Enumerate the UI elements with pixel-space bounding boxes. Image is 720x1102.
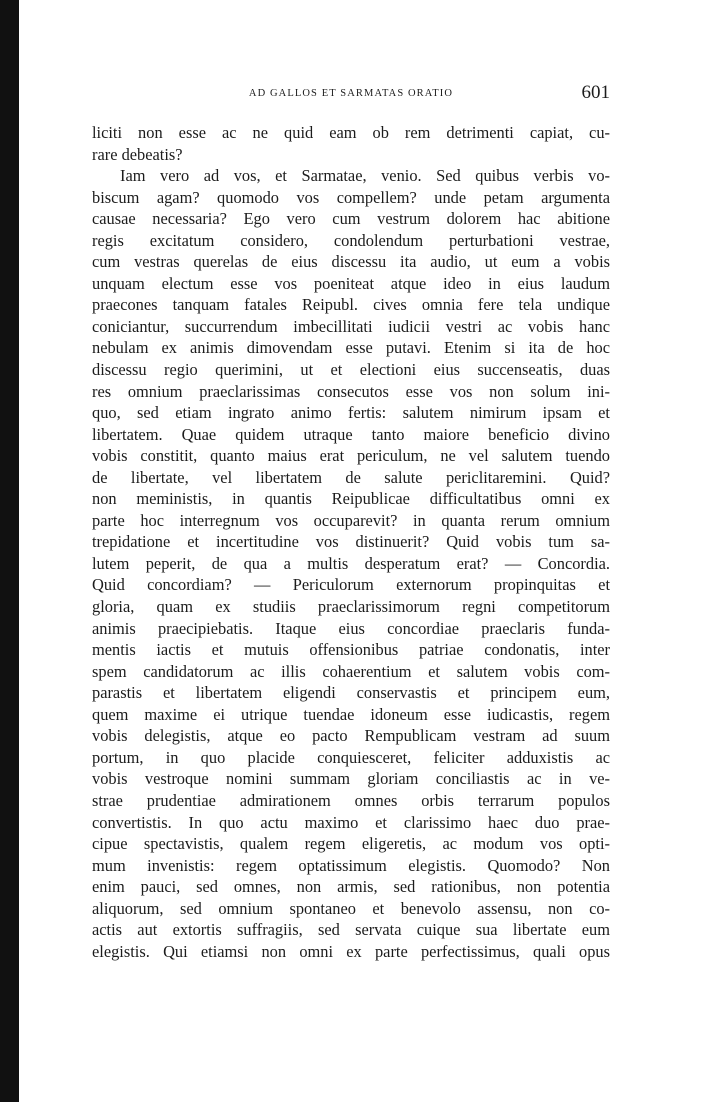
text-line: praecones tanquam fatales Reipubl. cives omnia fere tela undique <box>92 295 610 315</box>
body-text <box>92 122 610 962</box>
text-line: parte hoc interregnum vos occuparevit? in quanta rerum omnium <box>92 510 610 530</box>
text-line: spem candidatorum ac illis cohaerentium et salutem vobis com- <box>92 661 610 681</box>
text-line: mum invenistis: regem optatissimum elegistis. Quomodo? Non <box>92 855 610 875</box>
text-line: enim pauci, sed omnes, non armis, sed rationibus, non potentia <box>92 877 610 897</box>
text-line: quo, sed etiam ingrato animo fertis: salutem nimirum ipsam et <box>92 403 610 423</box>
text-line: animis praecipiebatis. Itaque eius concordiae praeclaris funda- <box>92 618 610 638</box>
text-line: parastis et libertatem eligendi conservastis et principem eum, <box>92 683 610 703</box>
text-line: coniciantur, succurrendum imbecillitati iudicii vestri ac vobis hanc <box>92 316 610 336</box>
text-line: de libertate, vel libertatem de salute periclitaremini. Quid? <box>92 467 610 487</box>
running-title: AD GALLOS ET SARMATAS ORATIO <box>248 88 454 99</box>
text-line: cum vestras querelas de eius discessu ita audio, ut eum a vobis <box>92 252 610 272</box>
text-line: non meministis, in quantis Reipublicae difficultatibus omni ex <box>92 489 610 509</box>
text-line: quem maxime ei utrique tuendae idoneum esse iudicastis, regem <box>92 704 610 724</box>
scan-left-edge <box>0 0 19 1102</box>
text-line: libertatem. Quae quidem utraque tanto maiore beneficio divino <box>92 424 610 444</box>
text-line: rare debeatis? <box>92 144 183 164</box>
text-line: liciti non esse ac ne quid eam ob rem detrimenti capiat, cu- <box>92 123 610 142</box>
text-line: res omnium praeclarissimas consecutos esse vos non solum ini- <box>92 381 610 401</box>
text-line: vobis delegistis, atque eo pacto Rempublicam vestram ad suum <box>92 726 610 746</box>
text-line: regis excitatum considero, condolendum perturbationi vestrae, <box>92 230 610 250</box>
text-line: gloria, quam ex studiis praeclarissimorum regni competitorum <box>92 597 610 617</box>
text-line: Iam vero ad vos, et Sarmatae, venio. Sed quibus verbis vo- <box>120 166 610 186</box>
page-number: 601 <box>581 82 610 103</box>
text-line: portum, in quo placide conquiesceret, feliciter adduxistis ac <box>92 747 610 767</box>
page-header <box>92 83 610 109</box>
text-line: vobis constitit, quanto maius erat periculum, ne vel salutem tuendo <box>92 446 610 466</box>
text-line: elegistis. Qui etiamsi non omni ex parte perfectissimus, quali opus <box>92 941 610 961</box>
text-line: discessu regio querimini, ut et electioni eius succenseatis, duas <box>92 360 610 380</box>
text-line: cipue spectavistis, qualem regem eligeretis, ac modum vos opti- <box>92 834 610 854</box>
text-line: unquam electum esse vos poeniteat atque ideo in eius laudum <box>92 273 610 293</box>
text-line: nebulam ex animis dimovendam esse putavi. Etenim si ita de hoc <box>92 338 610 358</box>
text-line: biscum agam? quomodo vos compellem? unde petam argumenta <box>92 187 610 207</box>
text-line: Quid concordiam? — Periculorum externorum propinquitas et <box>92 575 610 595</box>
text-line: vobis vestroque nomini summam gloriam conciliastis ac in ve- <box>92 769 610 789</box>
text-line: actis aut extortis suffragiis, sed servata cuique sua libertate eum <box>92 920 610 940</box>
text-line: strae prudentiae admirationem omnes orbis terrarum populos <box>92 790 610 810</box>
text-line: convertistis. In quo actu maximo et clarissimo haec duo prae- <box>92 812 610 832</box>
text-line: lutem peperit, de qua a multis desperatum erat? — Concordia. <box>92 553 610 573</box>
text-line: mentis iactis et mutuis offensionibus patriae condonatis, inter <box>92 640 610 660</box>
text-line: causae necessaria? Ego vero cum vestrum dolorem hac abitione <box>92 209 610 229</box>
text-line: aliquorum, sed omnium spontaneo et benevolo assensu, non co- <box>92 898 610 918</box>
text-line: trepidatione et incertitudine vos distinuerit? Quid vobis tum sa- <box>92 532 610 552</box>
